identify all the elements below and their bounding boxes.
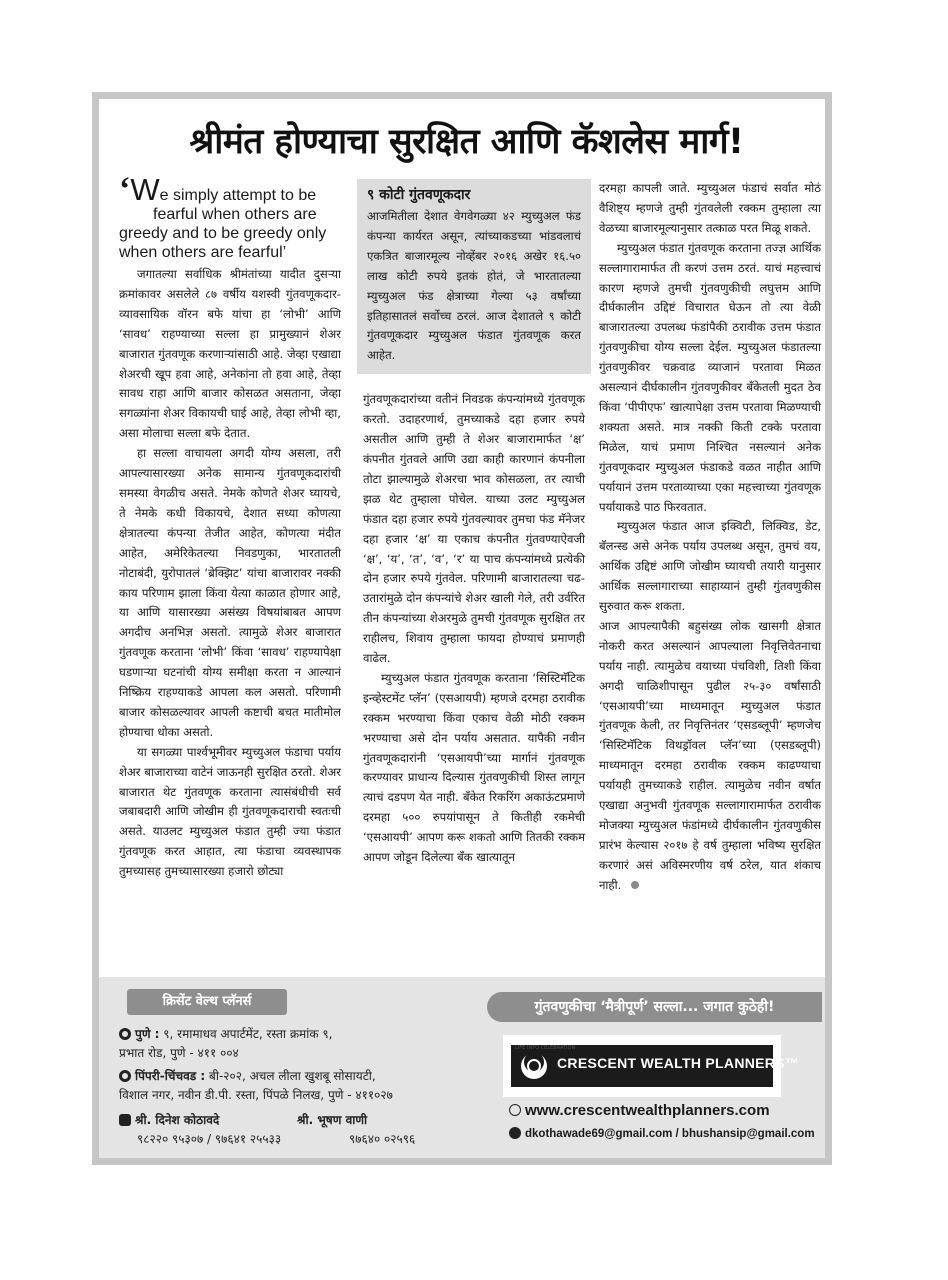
email[interactable] [509,1127,815,1140]
email-icon [509,1127,521,1139]
location-pin-icon [119,1028,131,1040]
quote-line-4: when others are fearful’ [119,244,287,261]
sidebar-box [357,179,591,374]
paragraph: या सगळ्या पार्श्वभूमीवर म्युच्युअल फंडाचा पर्याय शेअर बाजाराच्या वाटेनं जाऊनही सुरक्षित ठरतो. शेअर बाजारात थेट गुंतवणूक करताना त्यासंबंधीची सर्व जबाबदारी आणि जोखीम ही गुंतवणूकदाराची स्वतःची असते. याउलट म्युच्युअल फंडात तुम्ही ज्या फंडात गुंतवणूक करत आहात, त्या फंडाचा व्यवस्थापक तुमच्यासह तुमच्यासारख्या हजारो छोट्या [119,744,341,879]
quote-first-letter: W [130,172,160,207]
quote-open-mark: ‘ [119,171,131,208]
phone-icon [119,1114,131,1126]
location-pin-icon [119,1070,131,1082]
contact-person-2: श्री. भूषण वाणी [297,1113,368,1127]
quote-line-1: e simply attempt to be [159,187,317,204]
logo-text: CRESCENT WEALTH PLANNERS™ [557,1055,800,1071]
column-2 [363,185,585,868]
pull-quote [119,171,341,262]
paragraph: म्युच्युअल फंडात गुंतवणूक करताना ‘सिस्टिमॅटिक इन्व्हेस्टमेंट प्लॅन’ (एसआयपी) म्हणजे दरमहा ठरावीक रक्कम भरण्याचा किंवा एकाच वेळी मोठी रक्कम भरण्याचा असे दोन पर्याय असतात. यापैकी नवीन गुंतवणूकदारांनी ‘एसआयपी’च्या मार्गानं गुंतवणूक करण्यावर प्राधान्य दिल्यास गुंतवणुकीची शिस्त लागून त्याचं दडपण येत नाही. बँकेत रिकरिंग अकाऊंटप्रमाणे दरमहा ५०० रुपयांपासून ते कितीही रकमेची ‘एसआयपी’ आपण करू शकतो आणि तितकी रक्कम आपण जोडून दिलेल्या बँक खात्यातून [363,670,585,865]
column-3 [599,179,821,896]
website-link[interactable]: www.crescentwealthplanners.com [525,1102,770,1119]
crescent-logo-icon [519,1051,549,1081]
address-line: बी-२०२, अचल लीला खुशबू सोसायटी, [208,1069,376,1083]
headline: श्रीमंत होण्याचा सुरक्षित आणि कॅशलेस मार्ग! [189,122,744,162]
website[interactable] [509,1102,770,1119]
email-addresses[interactable]: dkothawade69@gmail.com / bhushansip@gmail.com [525,1128,815,1140]
contacts [119,1111,479,1149]
paragraph [599,617,821,896]
address-line: ९, रमामाधव अपार्टमेंट, रस्ता क्रमांक ९, [163,1027,333,1041]
globe-icon [509,1104,521,1116]
logo-panel [511,1045,800,1087]
end-mark-icon [631,881,639,889]
tagline-banner: गुंतवणुकीचा ‘मैत्रीपूर्ण’ सल्ला... जगात कुठेही! [487,992,822,1022]
address-line: प्रभात रोड, पुणे - ४११ ००४ [119,1046,239,1060]
sidebar-text: आजमितीला देशात वेगवेगळ्या ४२ म्युच्युअल फंड कंपन्या कार्यरत असून, त्यांच्याकडच्या भांडवलाचं एकत्रित बाजारमूल्य नोव्हेंबर २०१६ अखेर १६.५० लाख कोटी रुपये इतकं होतं, जे भारतातल्या म्युच्युअल फंड क्षेत्राच्या गेल्या ५३ वर्षांच्या इतिहासातलं सर्वोच्च ठरलं. आज देशातले ९ कोटी गुंतवणूकदार म्युच्युअल फंडात गुंतवणूक करत आहेत. [367,209,581,363]
address-pcmc [119,1067,393,1105]
address-line: विशाल नगर, नवीन डी.पी. रस्ता, पिंपळे निलख, पुणे - ४११०२७ [119,1088,393,1102]
paragraph: गुंतवणूकदारांच्या वतीनं निवडक कंपन्यांमध्ये गुंतवणूक करतो. उदाहरणार्थ, तुमच्याकडे दहा हजार रुपये असतील आणि तुम्ही ते शेअर बाजारामार्फत ‘क्ष’ कंपनीत गुंतवले आणि उद्या काही कारणानं कंपनीला तोटा झाल्यामुळे शेअरचा भाव कोसळला, तर त्याची झळ थेट तुम्हाला पोचेल. याच्या उलट म्युच्युअल फंडात दहा हजार रुपये गुंतवल्यावर तुमचा फंड मॅनेजर दहा हजार ‘क्ष’ या एकाच कंपनीत गुंतवण्याऐवजी ‘क्ष’, ‘य’, ‘त’, ‘व’, ‘र’ या पाच कंपन्यांमध्ये प्रत्येकी दोन हजार रुपये गुंतवेल. परिणामी बाजारातल्या चढ-उतारांमुळे दोन कंपन्यांचे शेअर खाली गेले, तरी उर्वरित तीन कंपन्यांच्या शेअरमुळे तुमची गुंतवणूक सुरक्षित तर राहीलच, शिवाय तुम्हाला फायदा होण्याचं प्रमाणही वाढेल. [363,392,585,666]
address-label: पिंपरी-चिंचवड : [135,1069,206,1083]
paragraph: म्युच्युअल फंडात गुंतवणूक करताना तज्ज्ञ आर्थिक सल्लागारामार्फत ती करणं उत्तम ठरतं. याचं महत्त्वाचं कारण म्हणजे तुमची गुंतवणुकीची लघुत्तम आणि दीर्घकालीन उद्दिष्टं विचारात घेऊन तो त्या वेळी बाजारातल्या उपलब्ध फंडांपैकी ठरावीक उत्तम फंडात गुंतवणुकीचा योग्य सल्ला देईल. म्युच्युअल फंडातल्या गुंतवणुकीवर चक्रवाढ व्याजानं परतावा मिळत असल्यानं दीर्घकालीन गुंतवणुकीवर बँकेतली मुदत ठेव किंवा ‘पीपीएफ’ खात्यापेक्षा उत्तम परतावा मिळण्याची शक्यता असते. मात्र नक्की किती टक्के परतावा मिळेल, याचं प्रमाण निश्चित नसल्यानं अनेक गुंतवणूकदार म्युच्युअल फंडाकडे वळत नाहीत आणि पर्यायानं उत्तम परताव्याच्या एका महत्त्वाच्या गुंतवणूक पर्यायाकडे पाठ फिरवतात. [599,240,821,514]
paragraph: दरमहा कापली जाते. म्युच्युअल फंडाचं सर्वात मोठं वैशिष्ट्य म्हणजे तुम्ही गुंतवलेली रक्कम तुम्हाला त्या वेळच्या बाजारमूल्यानुसार तत्काळ परत मिळू शकते. [599,181,821,235]
contact-phones-1: ९८२२० ९५३०७ / ९७६४१ २५५३३ [137,1132,282,1146]
contact-person-1: श्री. दिनेश कोठावदे [135,1113,220,1127]
paragraph: जगातल्या सर्वाधिक श्रीमंतांच्या यादीत दुसऱ्या क्रमांकावर असलेले ८७ वर्षीय यशस्वी गुंतवणूकदार-व्यावसायिक वॉरन बफे यांचा हा ‘लोभी’ आणि ‘सावध’ राहण्याच्या सल्ला हा प्रामुख्यानं शेअर बाजारात गुंतवणूक करणाऱ्यांसाठी आहे. जेव्हा एखाद्या शेअरची खूप हवा आहे, अनेकांना तो हवा आहे, तेव्हा सावध राहा आणि बाजार कोसळत असताना, जेव्हा सगळ्यांना शेअर विकायची घाई आहे, तेव्हा लोभी व्हा, असा मोलाचा सल्ला बफे देतात. [119,267,341,441]
quote-line-2: fearful when others are [153,206,317,223]
paragraph: हा सल्ला वाचायला अगदी योग्य असला, तरी आपल्यासारख्या अनेक सामान्य गुंतवणूकदारांची समस्या वेगळीच असते. नेमके कोणते शेअर घ्यायचे, ते नेमके कधी विकायचे, देशात सध्या कोणत्या क्षेत्रातल्या कंपन्या तेजीत आहेत, कोणत्या मंदीत आहेत, अमेरिकेतल्या निवडणुका, भारतातली नोटाबंदी, युरोपातलं ‘ब्रेक्झिट’ यांचा बाजारावर नक्की काय परिणाम झाला किंवा येत्या काळात होणार आहे, या आणि यासारख्या असंख्य विषयांबाबत आपण अगदीच अनभिज्ञ असतो. त्यामुळे शेअर बाजारात गुंतवणूक करताना ‘लोभी’ किंवा ‘सावध’ राहण्यापेक्षा घडणाऱ्या घटनांची योग्य समीक्षा करता न आल्यानं निष्क्रिय राहण्याकडे आपला कल असतो. परिणामी बाजार कोसळल्यावर आपली कष्टाची बचत मातीमोल होण्याचा धोका असतो. [119,446,341,739]
contact-phones-2: ९७६४० ०२५९६ [349,1132,416,1146]
quote-line-3: greedy and to be greedy only [119,225,327,242]
paragraph-text: आज आपल्यापैकी बहुसंख्य लोक खासगी क्षेत्रात नोकरी करत असल्यानं आपल्याला निवृत्तिवेतनाचा पर्याय नाही. त्यामुळेच वयाच्या पंचविशी, तिशी किंवा अगदी चाळिशीपासून पुढील २५-३० वर्षांसाठी ‘एसआयपी’च्या माध्यमातून म्युच्युअल फंडात गुंतवणूक केली, तर निवृत्तिनंतर ‘एसडब्लूपी’ म्हणजेच ‘सिस्टिमॅटिक विथड्रॉवल प्लॅन’च्या (एसडब्लूपी) माध्यमातून दरमहा ठरावीक रक्कम काढण्याचा पर्यायही तुमच्याकडे राहील. त्यामुळेच नवीन वर्षात एखाद्या अनुभवी गुंतवणूक सल्लागारामार्फत ठरावीक मोजक्या म्युच्युअल फंडांमध्ये दीर्घकालीन गुंतवणुकीस प्रारंभ केल्यास २०१७ हे वर्ष तुम्हाला भविष्य सुरक्षित करणारं असं अविस्मरणीय वर्ष ठरेल, यात शंकाच नाही. [599,618,821,892]
footer [99,977,825,1158]
company-name-badge: क्रिसेंट वेल्थ प्लॅनर्स [127,989,287,1015]
logo-tagline: LIFE INTO CELEBRATION [515,1045,576,1051]
company-logo [503,1035,800,1097]
sidebar-title: ९ कोटी गुंतवणूकदार [367,187,471,203]
article-frame [92,92,832,1165]
address-pune [119,1025,332,1063]
column-1 [119,171,341,882]
address-label: पुणे : [135,1027,160,1041]
paragraph: म्युच्युअल फंडात आज इक्विटी, लिक्विड, डेट, बॅलन्स्ड असे अनेक पर्याय उपलब्ध असून, तुमचं वय, आर्थिक उद्दिष्टं आणि जोखीम घ्यायची तयारी यानुसार आर्थिक सल्लागाराच्या साहाय्यानं तुम्ही गुंतवणुकीस सुरुवात करू शकता. [599,519,821,614]
